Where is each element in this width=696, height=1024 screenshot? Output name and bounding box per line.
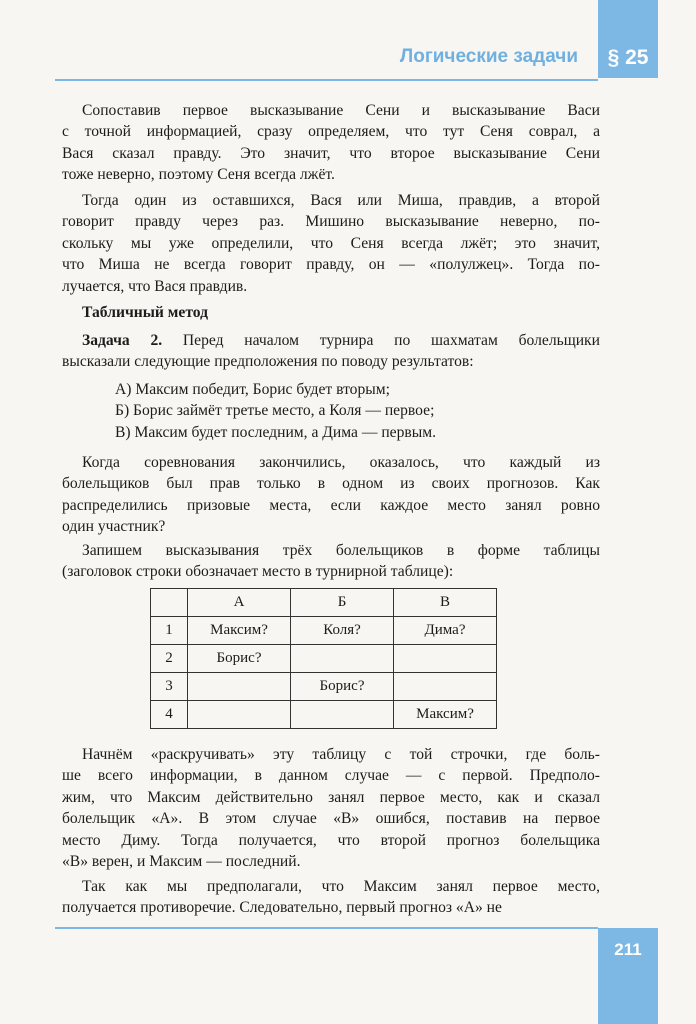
text-line: жим, что Максим действительно занял первое место, как и сказал [62, 788, 600, 806]
table-cell: 3 [151, 673, 188, 701]
text-line: Начнём «раскручивать» эту таблицу с той строчки, где боль- [82, 746, 600, 763]
text-line: что Миша не всегда говорит правду, он — «полулжец». Тогда по- [62, 256, 600, 274]
text-line: Вася сказал правду. Это значит, что второе высказывание Сени [62, 144, 600, 162]
table-header-cell: В [394, 589, 497, 617]
table-cell: Максим? [394, 701, 497, 729]
text-line: получается противоречие. Следовательно, первый прогноз «А» не [62, 899, 502, 917]
task-label: Задача 2. [82, 332, 163, 349]
text-line: тоже неверно, поэтому Сеня всегда лжёт. [62, 166, 335, 184]
table-cell [291, 645, 394, 673]
paragraph [62, 190, 600, 297]
text-line: Сопоставив первое высказывание Сени и высказывание Васи [82, 102, 600, 119]
predictions-table [150, 588, 497, 729]
text-line: говорит правду через раз. Мишино высказывание неверно, по- [62, 213, 600, 231]
table-cell: 4 [151, 701, 188, 729]
text-line: (заголовок строки обозначает место в турнирной таблице): [62, 563, 454, 581]
table-cell: Максим? [188, 617, 291, 645]
paragraph [62, 876, 600, 919]
page-number-tab [598, 928, 658, 1024]
text-line: Тогда один из оставшихся, Вася или Миша, правдив, а второй [82, 192, 600, 209]
text-line: распределились призовые места, если каждое место занял ровно [62, 496, 600, 514]
paragraph [62, 330, 600, 373]
table-cell: Дима? [394, 617, 497, 645]
text-line: высказали следующие предположения по поводу результатов: [62, 353, 474, 371]
paragraph [62, 540, 600, 583]
text-line: В) Максим будет последним, а Дима — первым. [115, 423, 437, 441]
table-row [151, 645, 497, 673]
text-line: Так как мы предполагали, что Максим занял первое место, [82, 878, 600, 895]
table-cell [394, 645, 497, 673]
predictions-list [62, 379, 600, 443]
section-tab [598, 0, 658, 78]
table-header-cell: А [188, 589, 291, 617]
table-cell [188, 701, 291, 729]
text-line: «В» верен, и Максим — последний. [62, 853, 301, 871]
header-rule [55, 79, 598, 81]
section-number: § 25 [607, 46, 649, 69]
text-line: место Диму. Тогда получается, что второй прогноз болельщика [62, 831, 600, 849]
text-line: Б) Борис займёт третье место, а Коля — первое; [115, 402, 435, 420]
text-line: Задача 2. Перед началом турнира по шахматам болельщики [82, 332, 600, 349]
table-header-cell [151, 589, 188, 617]
table-cell: 2 [151, 645, 188, 673]
text-line: скольку мы уже определили, что Сеня всегда лжёт; это значит, [62, 234, 600, 252]
table-header-cell: Б [291, 589, 394, 617]
table-cell: 1 [151, 617, 188, 645]
table-header-row [151, 589, 497, 617]
text-line: А) Максим победит, Борис будет вторым; [115, 381, 390, 398]
table-row [151, 701, 497, 729]
paragraph [62, 100, 600, 186]
table-cell: Коля? [291, 617, 394, 645]
text-line: Табличный метод [82, 304, 209, 321]
text-line: Когда соревнования закончились, оказалось, что каждый из [82, 454, 600, 471]
table-cell: Борис? [188, 645, 291, 673]
section-heading [62, 302, 600, 323]
page-number: 211 [614, 940, 642, 959]
text-line: с точной информацией, сразу определяем, что тут Сеня соврал, а [62, 123, 600, 141]
text-line: болельщик «А». В этом случае «В» ошибся, поставив на первое [62, 810, 600, 828]
paragraph [62, 744, 600, 872]
table-cell [394, 673, 497, 701]
table-cell [291, 701, 394, 729]
table-cell: Борис? [291, 673, 394, 701]
table-row [151, 617, 497, 645]
paragraph [62, 452, 600, 538]
table-cell [188, 673, 291, 701]
text-line: ше всего информации, в данном случае — с первой. Предполо- [62, 767, 600, 785]
text-line: Запишем высказывания трёх болельщиков в форме таблицы [82, 542, 600, 559]
text-line: лучается, что Вася правдив. [62, 277, 248, 295]
text-line: болельщиков был прав только в одном из своих прогнозов. Как [62, 475, 600, 493]
chapter-title: Логические задачи [399, 46, 578, 67]
table-row [151, 673, 497, 701]
text-line: один участник? [62, 518, 166, 536]
footer-rule [55, 927, 598, 929]
